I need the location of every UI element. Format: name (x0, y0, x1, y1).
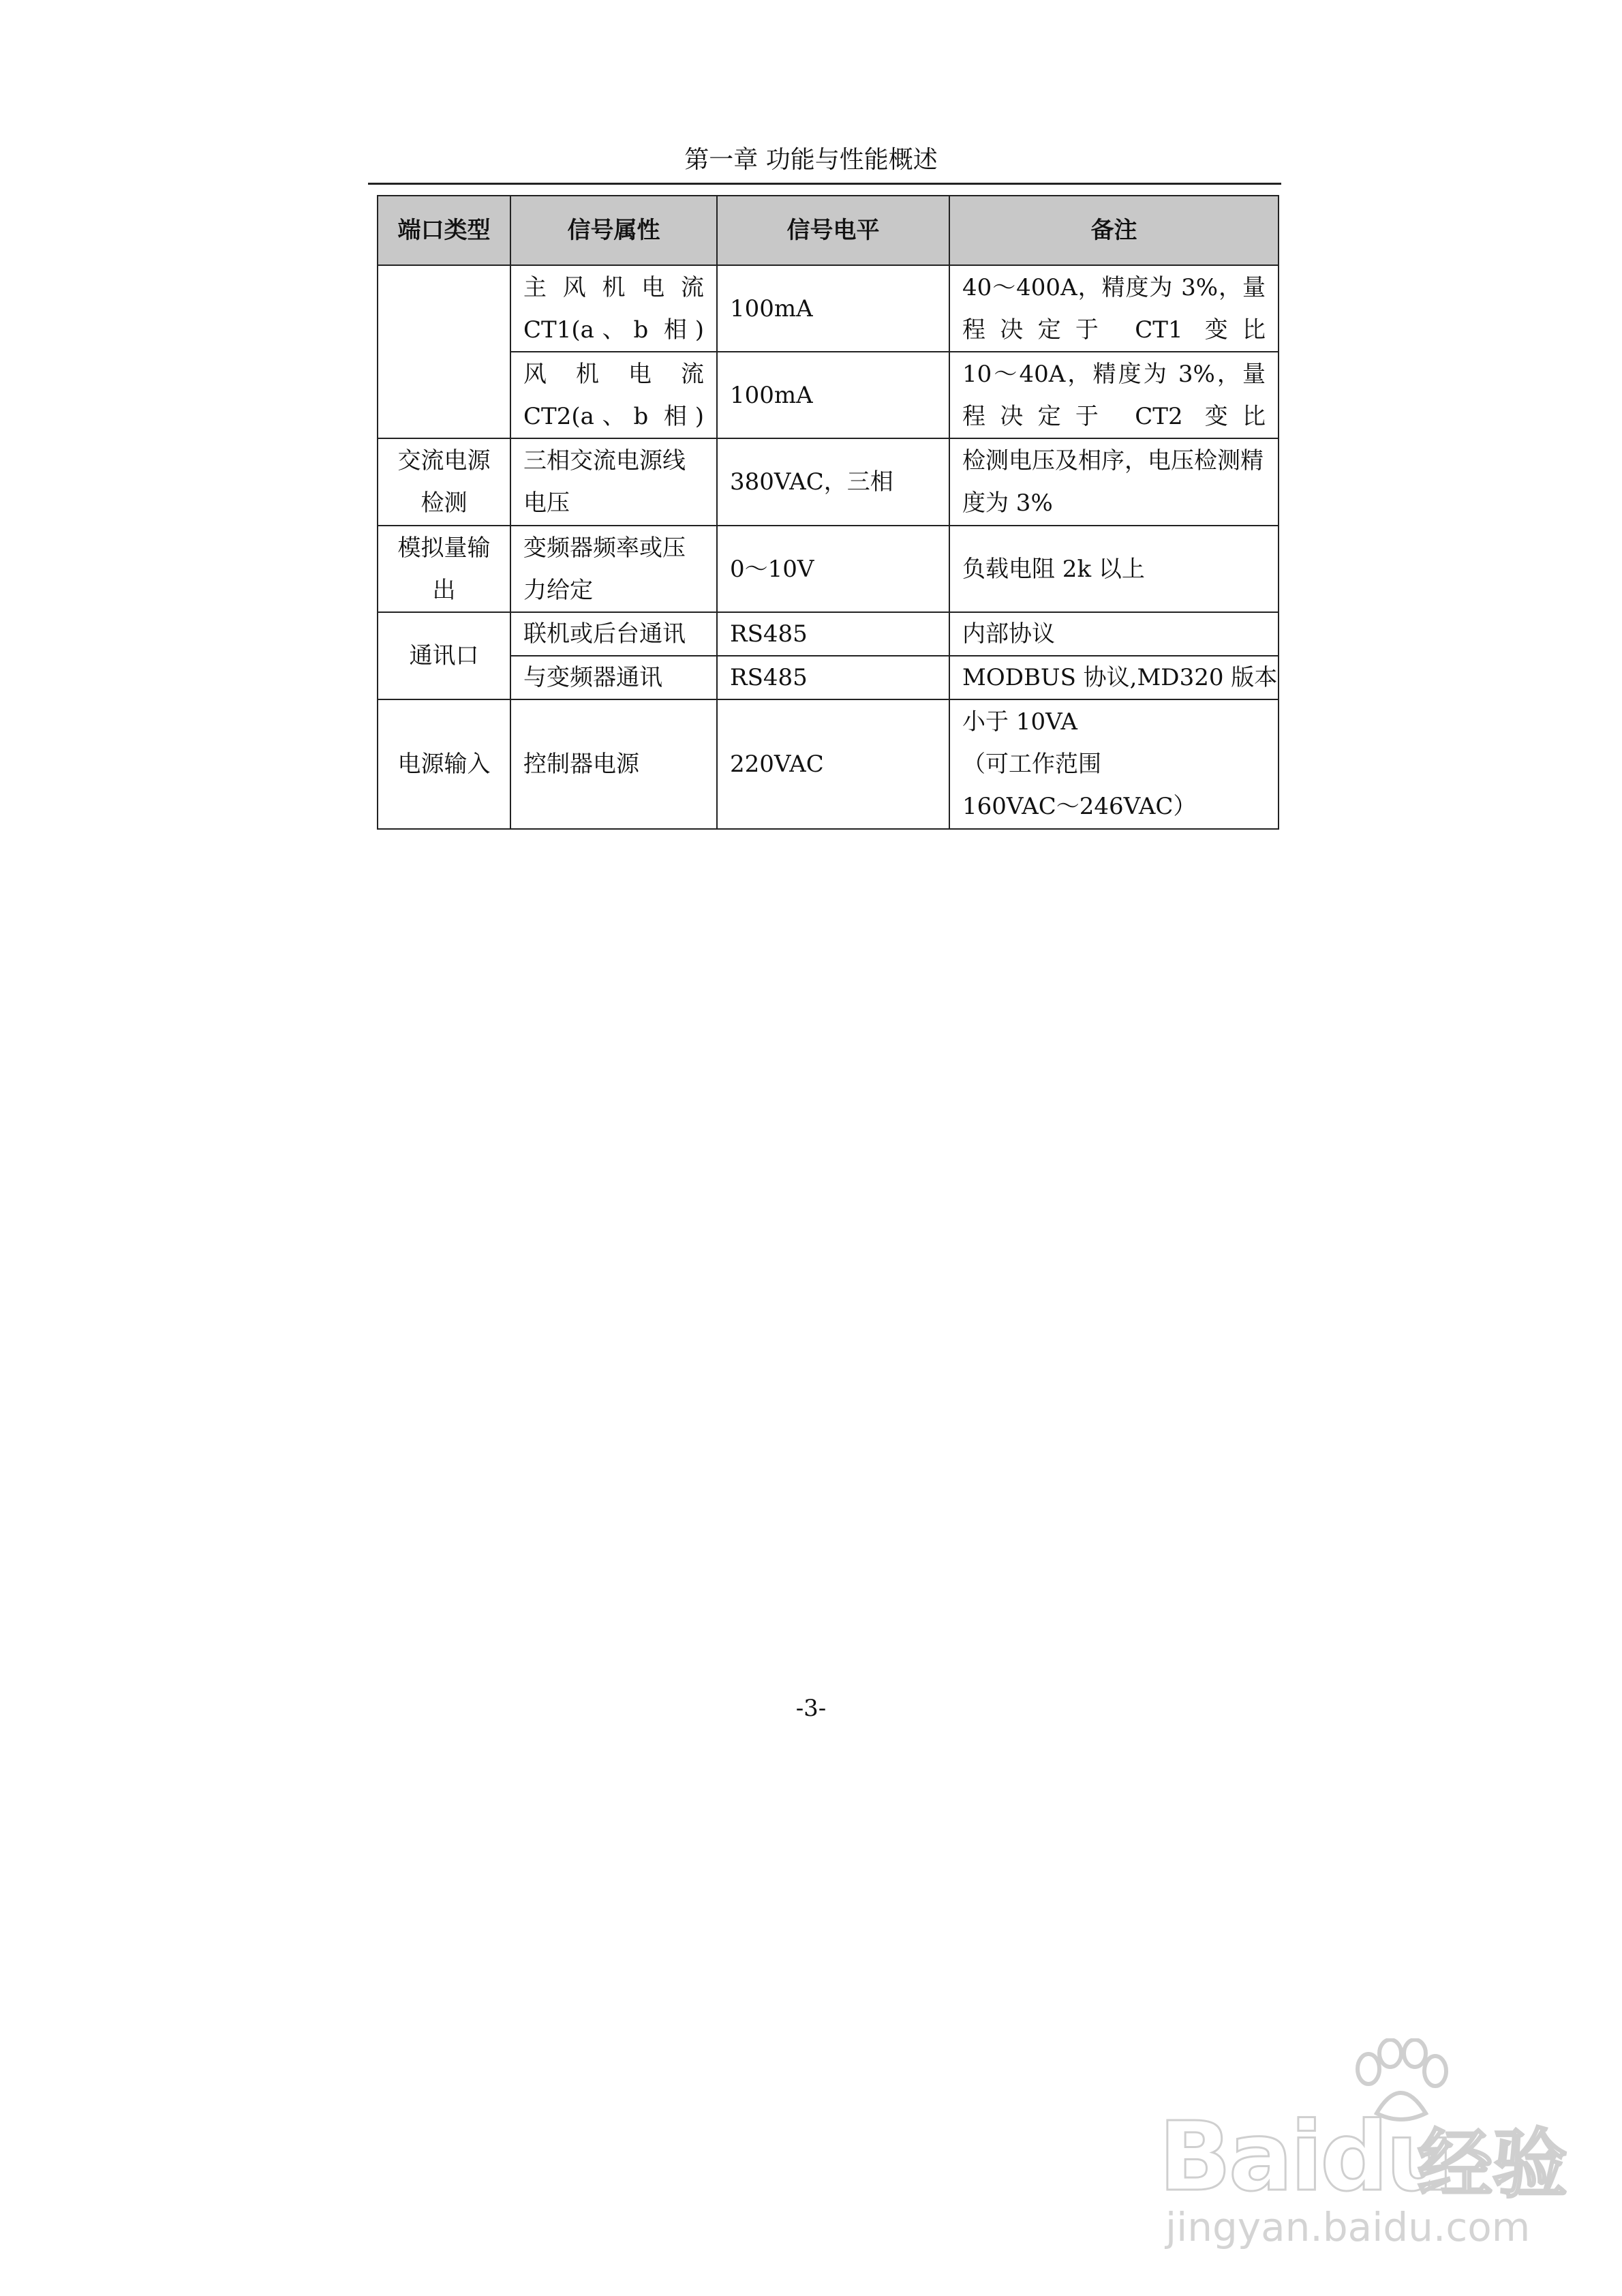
note-line: （可工作范围 (962, 751, 1101, 778)
cell-note: 内部协议 (949, 612, 1279, 656)
cell-level: RS485 (717, 612, 949, 656)
table-row (378, 699, 1279, 829)
table-header-row (378, 196, 1279, 265)
cell-port-type: 交流电源检测 (378, 438, 510, 526)
cell-note: 10～40A，精度为 3%，量程决定于 CT2 变比 (949, 352, 1279, 438)
cell-port-type (378, 265, 510, 438)
cell-port-type: 通讯口 (378, 612, 510, 699)
cell-signal: 联机或后台通讯 (510, 612, 717, 656)
table-row (378, 352, 1279, 438)
cell-signal: 与变频器通讯 (510, 656, 717, 699)
cell-signal: 风 机 电 流 CT2(a、b 相) (510, 352, 717, 438)
cell-level: 0～10V (717, 526, 949, 612)
cell-level: 220VAC (717, 699, 949, 829)
note-line: 小于 10VA (962, 708, 1077, 736)
table-row (378, 265, 1279, 352)
chapter-header: 第一章 功能与性能概述 (684, 146, 938, 174)
cell-level: 380VAC，三相 (717, 438, 949, 526)
cell-level: 100mA (717, 352, 949, 438)
cell-port-type: 电源输入 (378, 699, 510, 829)
col-header-port-type: 端口类型 (378, 196, 510, 265)
watermark-cn: 经验 (1418, 2121, 1567, 2208)
table-row (378, 656, 1279, 699)
note-line: 160VAC～246VAC） (962, 793, 1197, 820)
cell-note (949, 699, 1279, 829)
cell-level: 100mA (717, 265, 949, 352)
page-number: -3- (795, 1695, 827, 1722)
col-header-signal: 信号属性 (510, 196, 717, 265)
cell-note: 检测电压及相序，电压检测精度为 3% (949, 438, 1279, 526)
cell-port-type: 模拟量输出 (378, 526, 510, 612)
table-row (378, 612, 1279, 656)
cell-signal: 变频器频率或压力给定 (510, 526, 717, 612)
cell-note: MODBUS 协议,MD320 版本 (949, 656, 1279, 699)
cell-signal: 主 风 机 电 流 CT1(a、b 相) (510, 265, 717, 352)
baidu-jingyan-watermark (1145, 2038, 1567, 2250)
col-header-note: 备注 (949, 196, 1279, 265)
spec-table (377, 195, 1279, 830)
watermark-brand: Baidu (1159, 2102, 1452, 2213)
cell-signal: 控制器电源 (510, 699, 717, 829)
cell-level: RS485 (717, 656, 949, 699)
cell-note: 负载电阻 2k 以上 (949, 526, 1279, 612)
header-rule (368, 183, 1281, 185)
table-row (378, 438, 1279, 526)
watermark-url: jingyan.baidu.com (1165, 2204, 1531, 2250)
cell-note: 40～400A，精度为 3%，量程决定于 CT1 变比 (949, 265, 1279, 352)
table-row (378, 526, 1279, 612)
col-header-level: 信号电平 (717, 196, 949, 265)
cell-signal: 三相交流电源线电压 (510, 438, 717, 526)
